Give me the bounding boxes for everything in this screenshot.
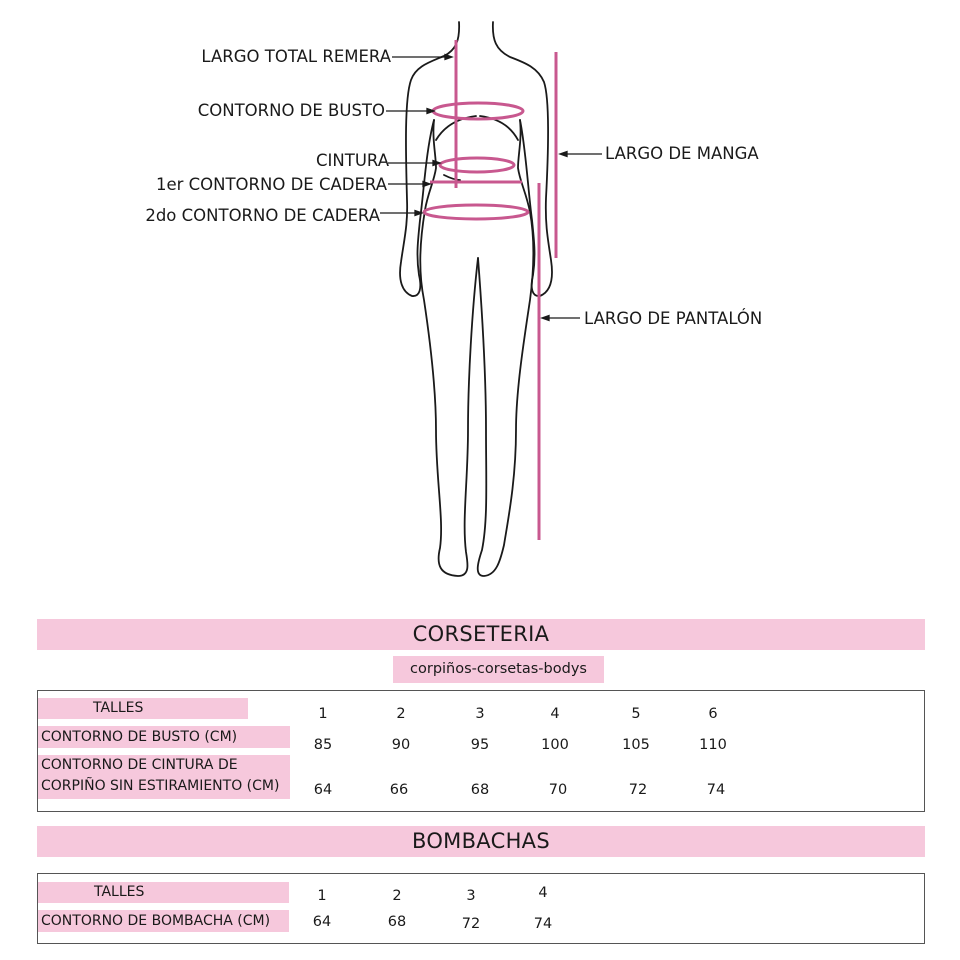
label-largo-manga: LARGO DE MANGA — [605, 144, 759, 163]
bombachas-contorno-value-3: 72 — [461, 916, 481, 932]
segundo-cadera-ring — [424, 205, 528, 219]
corseteria-subtitle: corpiños-corsetas-bodys — [393, 656, 604, 683]
corseteria-table — [37, 690, 925, 812]
label-largo-pantalon: LARGO DE PANTALÓN — [584, 309, 763, 328]
corseteria-talles-label: TALLES — [38, 698, 248, 719]
bombachas-contorno-label: CONTORNO DE BOMBACHA (CM) — [38, 910, 289, 932]
corseteria-busto-value-4: 100 — [541, 737, 569, 753]
corseteria-cintura-label — [38, 755, 290, 799]
corseteria-cintura-value-5: 72 — [628, 782, 648, 798]
corseteria-cintura-value-2: 66 — [389, 782, 409, 798]
corseteria-size-4: 4 — [550, 706, 560, 722]
bombachas-title: BOMBACHAS — [37, 826, 925, 857]
label-largo-total-remera: LARGO TOTAL REMERA — [201, 47, 391, 66]
label-primer-contorno-cadera: 1er CONTORNO DE CADERA — [155, 175, 387, 194]
corseteria-busto-value-1: 85 — [313, 737, 333, 753]
corseteria-cintura-value-4: 70 — [548, 782, 568, 798]
corseteria-cintura-label-line1: CONTORNO DE CINTURA DE — [41, 757, 238, 773]
corseteria-busto-label: CONTORNO DE BUSTO (CM) — [38, 726, 290, 748]
corseteria-size-1: 1 — [318, 706, 328, 722]
corseteria-busto-value-2: 90 — [391, 737, 411, 753]
label-cintura: CINTURA — [316, 151, 389, 170]
bombachas-talles-label: TALLES — [38, 882, 289, 903]
corseteria-cintura-label-line2: CORPIÑO SIN ESTIRAMIENTO (CM) — [41, 778, 280, 794]
corseteria-busto-value-6: 110 — [699, 737, 727, 753]
corseteria-size-6: 6 — [708, 706, 718, 722]
label-contorno-busto: CONTORNO DE BUSTO — [197, 101, 385, 120]
bombachas-table — [37, 873, 925, 944]
bombachas-size-4: 4 — [538, 885, 548, 901]
label-segundo-contorno-cadera: 2do CONTORNO DE CADERA — [145, 206, 380, 225]
bombachas-contorno-value-2: 68 — [387, 914, 407, 930]
bombachas-contorno-value-4: 74 — [533, 916, 553, 932]
corseteria-cintura-value-3: 68 — [470, 782, 490, 798]
body-outline — [400, 22, 552, 576]
corseteria-size-5: 5 — [631, 706, 641, 722]
corseteria-busto-value-5: 105 — [622, 737, 650, 753]
bombachas-contorno-value-1: 64 — [312, 914, 332, 930]
measurement-marks — [424, 40, 556, 540]
corseteria-size-2: 2 — [396, 706, 406, 722]
corseteria-busto-value-3: 95 — [470, 737, 490, 753]
cintura-ring — [440, 158, 514, 172]
corseteria-title: CORSETERIA — [37, 619, 925, 650]
corseteria-cintura-value-1: 64 — [313, 782, 333, 798]
leader-arrows — [380, 55, 602, 321]
corseteria-size-3: 3 — [475, 706, 485, 722]
busto-ring — [433, 103, 523, 119]
bombachas-size-2: 2 — [392, 888, 402, 904]
bombachas-size-1: 1 — [317, 888, 327, 904]
corseteria-cintura-value-6: 74 — [706, 782, 726, 798]
bombachas-size-3: 3 — [466, 888, 476, 904]
